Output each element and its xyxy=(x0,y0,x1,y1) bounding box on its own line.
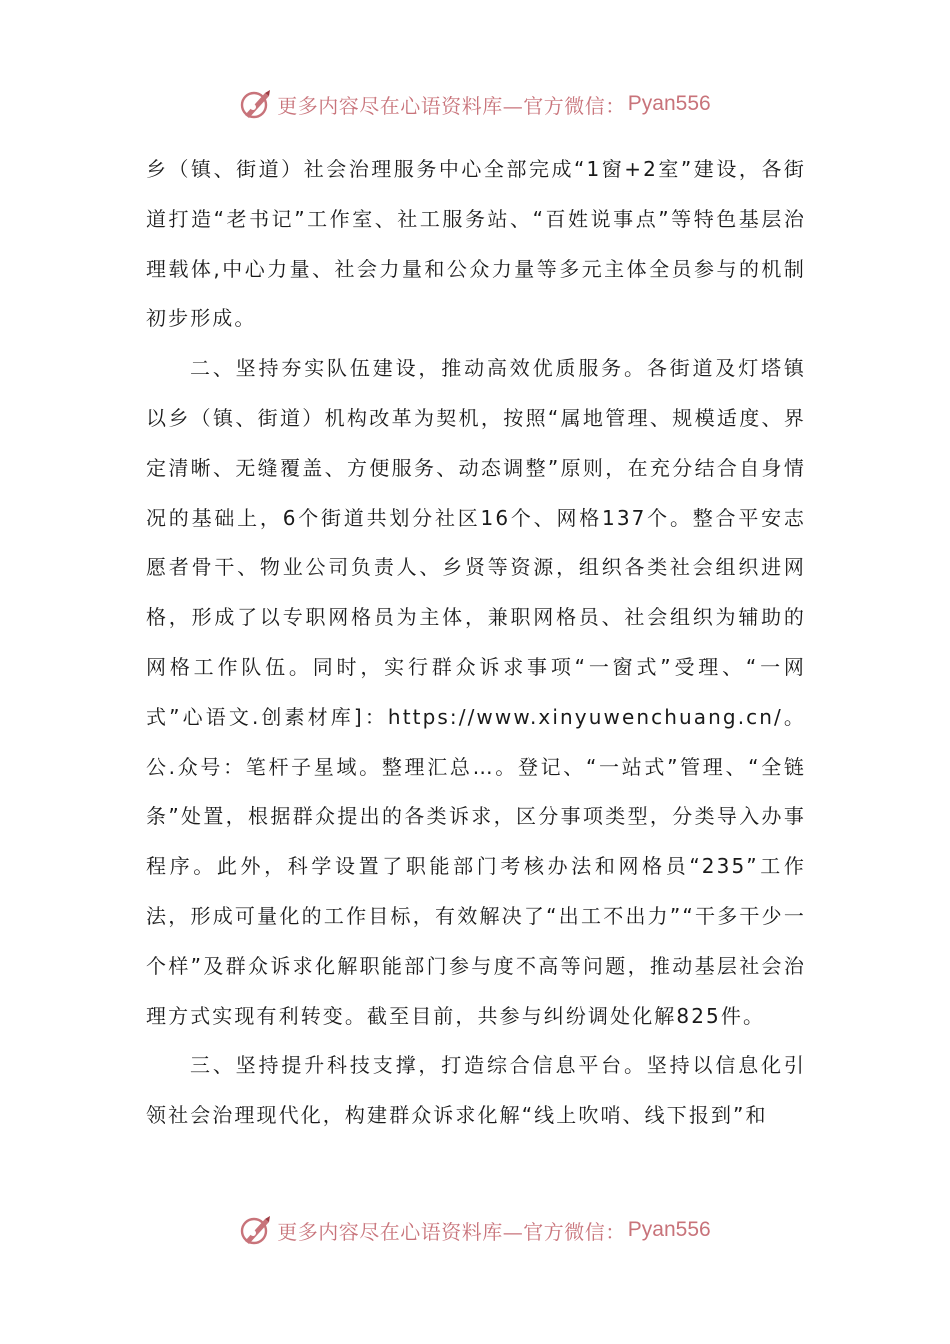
paragraph-1: 乡（镇、街道）社会治理服务中心全部完成“1窗+2室”建设，各街道打造“老书记”工作室、社工服务站、“百姓说事点”等特色基层治理载体,中心力量、社会力量和公众力量等多元主体全员参与的机制初步形成。 xyxy=(146,157,806,331)
paragraph-2: 二、坚持夯实队伍建设，推动高效优质服务。各街道及灯塔镇以乡（镇、街道）机构改革为契机，按照“属地管理、规模适度、界定清晰、无缝覆盖、方便服务、动态调整”原则，在充分结合自身情况的基础上，6个街道共划分社区16个、网格137个。整合平安志愿者骨干、物业公司负责人、乡贤等资源，组织各类社会组织进网格，形成了以专职网格员为主体，兼职网格员、社会组织为辅助的网格工作队伍。同时，实行群众诉求事项“一窗式”受理、“一网式”心语文.创素材库]：https://www.xinyuwenchuang.cn/。公.众号：笔杆子星域。整理汇总…。登记、“一站式”管理、“全链条”处置，根据群众提出的各类诉求，区分事项类型，分类导入办事程序。此外，科学设置了职能部门考核办法和网格员“235”工作法，形成可量化的工作目标，有效解决了“出工不出力”“干多干少一个样”及群众诉求化解职能部门参与度不高等问题，推动基层社会治理方式实现有利转变。截至目前，共参与纠纷调处化解825件。 xyxy=(146,356,806,1028)
header-watermark xyxy=(0,84,950,124)
document-body xyxy=(146,145,806,1141)
watermark-text: 更多内容尽在心语资料库—官方微信： xyxy=(277,1219,626,1244)
watermark-wechat-id: Pyan556 xyxy=(627,92,711,115)
paragraph-3: 三、坚持提升科技支撑，打造综合信息平台。坚持以信息化引领社会治理现代化，构建群众诉求化解“线上吹哨、线下报到”和 xyxy=(146,1053,806,1128)
watermark-text: 更多内容尽在心语资料库—官方微信： xyxy=(277,93,626,118)
pen-logo-icon xyxy=(239,1213,273,1247)
footer-watermark xyxy=(0,1210,950,1250)
pen-logo-icon xyxy=(239,87,273,121)
watermark-wechat-id: Pyan556 xyxy=(627,1218,711,1241)
